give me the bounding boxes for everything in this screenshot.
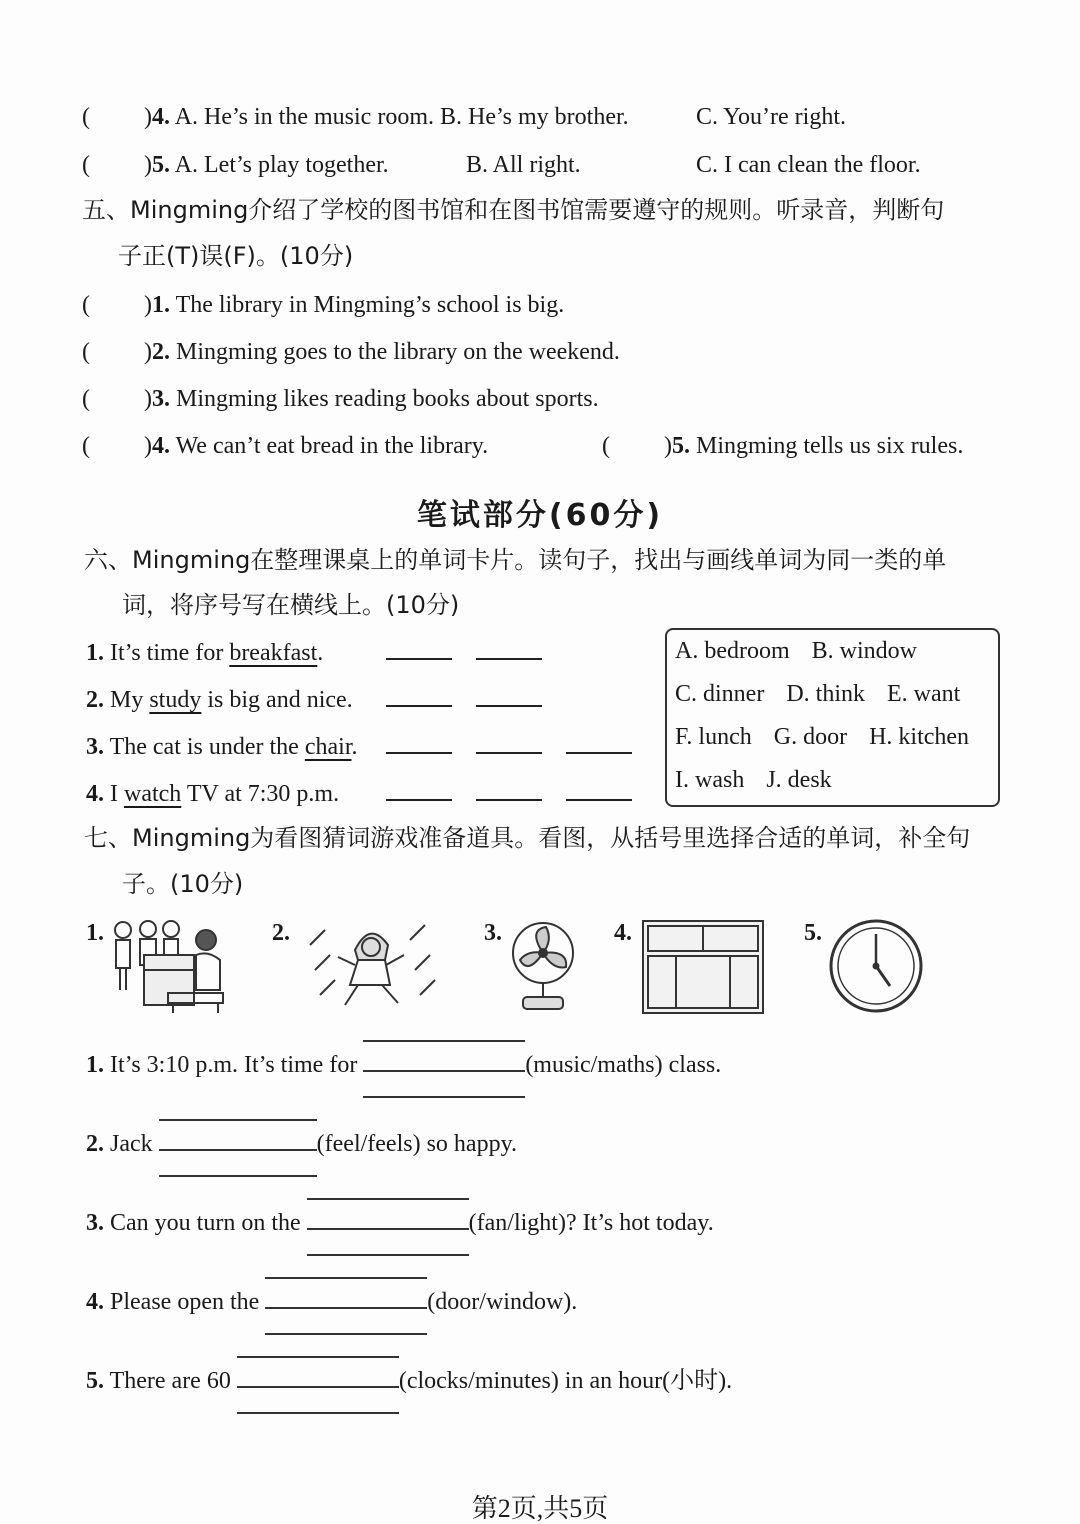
item-number: 5. (86, 1368, 104, 1394)
tf-item-2: ( )2. Mingming goes to the library on the weekend. (82, 339, 620, 365)
answer-blank[interactable] (363, 1050, 525, 1072)
word-option: I. wash (675, 767, 745, 793)
item-number: 1. (86, 640, 104, 666)
classify-item-4 (86, 779, 339, 809)
sentence-text: (clocks/minutes) in an hour(小时). (398, 1368, 733, 1394)
item-number: 2. (86, 1131, 104, 1157)
answer-paren[interactable]: ( (82, 339, 90, 365)
picture-label: 1. (86, 920, 104, 946)
item-number: 4. (86, 781, 104, 807)
sentence-text: It’s 3:10 p.m. It’s time for (110, 1052, 364, 1078)
sentence-text: My (110, 687, 150, 713)
word-option: G. door (773, 724, 848, 750)
picture-label: 5. (804, 920, 822, 946)
section6-heading: 六、Mingming在整理课桌上的单词卡片。读句子，找出与画线单词为同一类的单 (84, 546, 947, 574)
option-a: A. Let’s play together. (174, 152, 389, 178)
fill-item-3 (86, 1208, 714, 1238)
sentence-text: Jack (110, 1131, 159, 1157)
answer-paren[interactable]: ( (82, 152, 90, 178)
sentence-text: Can you turn on the (110, 1210, 307, 1236)
listening-item-5: ( )5. A. Let’s play together. B. All right. C. I can clean the floor. (82, 152, 921, 178)
section5-heading: 五、Mingming介绍了学校的图书馆和在图书馆需要遵守的规则。听录音，判断句 (82, 196, 945, 224)
fill-item-4 (86, 1287, 577, 1317)
window-picture (640, 918, 766, 1016)
answer-blank[interactable] (386, 687, 452, 707)
classify-item-1 (86, 638, 323, 668)
fill-item-1 (86, 1050, 721, 1080)
answer-paren[interactable]: ( (82, 433, 90, 459)
answer-blank[interactable] (566, 734, 632, 754)
option-b: B. He’s my brother. (440, 104, 629, 130)
answer-blank[interactable] (566, 781, 632, 801)
sentence-text: is big and nice. (201, 687, 353, 713)
written-part-title: 笔试部分(60分) (416, 498, 664, 533)
picture-label: 2. (272, 920, 290, 946)
classify-item-3 (86, 732, 357, 762)
item-number: 2. (86, 687, 104, 713)
sentence-text: (feel/feels) so happy. (316, 1131, 518, 1157)
answer-blank[interactable] (386, 640, 452, 660)
tf-item-3: ( )3. Mingming likes reading books about sports. (82, 386, 599, 412)
answer-paren[interactable]: ( (82, 386, 90, 412)
item-text: We can’t eat bread in the library. (175, 433, 489, 459)
music-class-picture (108, 915, 233, 1015)
underlined-word: chair (304, 734, 352, 760)
answer-blank[interactable] (476, 687, 542, 707)
option-c: C. I can clean the floor. (696, 152, 921, 178)
answer-paren[interactable]: ( (602, 433, 610, 459)
sentence-text: It’s time for (110, 640, 230, 666)
sentence-text: TV at 7:30 p.m. (181, 781, 340, 807)
item-number: 4. (86, 1289, 104, 1315)
word-option: H. kitchen (869, 724, 970, 750)
option-c: C. You’re right. (696, 104, 847, 130)
answer-paren[interactable]: ( (82, 292, 90, 318)
classify-item-2 (86, 685, 353, 715)
page-number-footer: 第2页,共5页 (471, 1494, 609, 1523)
underlined-word: study (149, 687, 202, 713)
section6-heading-cont: 词，将序号写在横线上。(10分) (122, 591, 460, 619)
answer-blank[interactable] (237, 1366, 399, 1388)
answer-blank[interactable] (307, 1208, 469, 1230)
item-number: 3. (86, 1210, 104, 1236)
fan-picture (508, 915, 578, 1015)
happy-jack-in-rain-picture (300, 915, 445, 1015)
sentence-text: . (351, 734, 358, 760)
option-b: B. All right. (466, 152, 581, 178)
section7-heading: 七、Mingming为看图猜词游戏准备道具。看图，从括号里选择合适的单词，补全句 (84, 824, 971, 852)
section5-heading-cont: 子正(T)误(F)。(10分) (118, 242, 354, 270)
clock-picture (828, 918, 924, 1014)
tf-item-4: ( )4. We can’t eat bread in the library. (82, 433, 489, 459)
picture-label: 4. (614, 920, 632, 946)
section7-heading-cont: 子。(10分) (122, 870, 244, 898)
word-option: C. dinner (675, 681, 765, 707)
item-text: Mingming likes reading books about sports. (176, 386, 599, 412)
underlined-word: breakfast (229, 640, 318, 666)
option-a: A. He’s in the music room. (174, 104, 434, 130)
item-number: 2. (152, 339, 170, 365)
sentence-text: . (317, 640, 324, 666)
sentence-text: (music/maths) class. (525, 1052, 722, 1078)
item-number: 5. (152, 152, 170, 178)
answer-blank[interactable] (476, 781, 542, 801)
answer-blank[interactable] (265, 1287, 427, 1309)
item-number: 1. (86, 1052, 104, 1078)
word-option: J. desk (766, 767, 832, 793)
item-text: The library in Mingming’s school is big. (175, 292, 565, 318)
fill-item-5 (86, 1366, 732, 1396)
sentence-text: There are 60 (109, 1368, 237, 1394)
item-number: 5. (672, 433, 690, 459)
answer-blank[interactable] (476, 640, 542, 660)
listening-item-4: ( )4. A. He’s in the music room. B. He’s my brother. C. You’re right. (82, 104, 847, 130)
underlined-word: watch (124, 781, 182, 807)
word-option: E. want (887, 681, 961, 707)
word-options-box (665, 628, 1000, 807)
item-number: 4. (152, 433, 170, 459)
sentence-text: (door/window). (427, 1289, 578, 1315)
item-text: Mingming tells us six rules. (696, 433, 964, 459)
answer-blank[interactable] (386, 781, 452, 801)
answer-blank[interactable] (476, 734, 542, 754)
answer-blank[interactable] (386, 734, 452, 754)
item-number: 3. (86, 734, 104, 760)
item-number: 1. (152, 292, 170, 318)
answer-blank[interactable] (159, 1129, 317, 1151)
word-option: F. lunch (675, 724, 752, 750)
tf-item-1: ( )1. The library in Mingming’s school is big. (82, 292, 565, 318)
word-option: A. bedroom (675, 638, 790, 664)
sentence-text: Please open the (110, 1289, 266, 1315)
sentence-text: The cat is under the (109, 734, 305, 760)
word-option: B. window (811, 638, 917, 664)
item-text: Mingming goes to the library on the weekend. (176, 339, 620, 365)
word-option: D. think (786, 681, 865, 707)
fill-item-2 (86, 1129, 517, 1159)
tf-item-5: ( )5. Mingming tells us six rules. (602, 433, 964, 459)
answer-paren[interactable]: ( (82, 104, 90, 130)
item-number: 3. (152, 386, 170, 412)
sentence-text: I (110, 781, 124, 807)
sentence-text: (fan/light)? It’s hot today. (468, 1210, 714, 1236)
item-number: 4. (152, 104, 170, 130)
picture-label: 3. (484, 920, 502, 946)
